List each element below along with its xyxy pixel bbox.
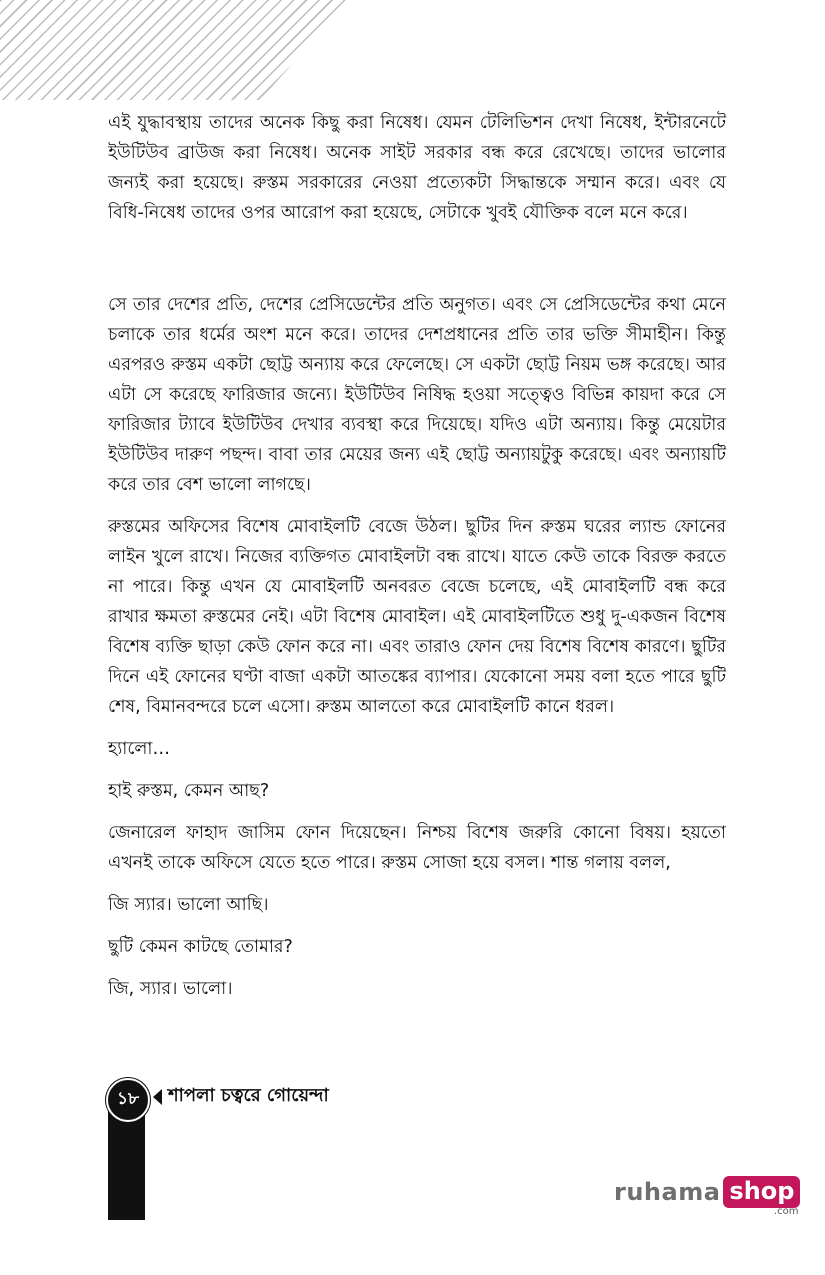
corner-hatch-decoration bbox=[0, 0, 350, 100]
dialogue-greeting: হাই রুস্তম, কেমন আছ? bbox=[108, 781, 270, 801]
paragraph-3: রুস্তমের অফিসের বিশেষ মোবাইলটি বেজে উঠল। ছুটির দিন রুস্তম ঘরের ল্যান্ড ফোনের লাইন খুলে রাখে। নিজের ব্যক্তিগত মোবাইলটা বন্ধ রাখে। যাতে কেউ তাকে বিরক্ত করতে না পারে। কিন্তু এখন যে মোবাইলটি অনবরত বেজে চলেছে, এই মোবাইলটি বন্ধ করে রাখার ক্ষমতা রুস্তমের নেই। এটা বিশেষ মোবাইল। এই মোবাইলটিতে শুধু দু-একজন বিশেষ বিশেষ ব্যক্তি ছাড়া কেউ ফোন করে না। এবং তারাও ফোন দেয় বিশেষ বিশেষ কারণে। ছুটির দিনে এই ফোনের ঘণ্টা বাজা একটা আতঙ্কের ব্যাপার। যেকোনো সময় বলা হতে পারে ছুটি শেষ, বিমানবন্দরে চলে এসো। রুস্তম আলতো করে মোবাইলটি কানে ধরল। bbox=[108, 517, 726, 717]
dialogue-hello: হ্যালো… bbox=[108, 739, 170, 759]
logo-tld: .com bbox=[773, 1206, 799, 1217]
dialogue-reply-1: জি স্যার। ভালো আছি। bbox=[108, 895, 269, 915]
book-title: শাপলা চত্বরে গোয়েন্দা bbox=[168, 1085, 329, 1106]
watermark-logo bbox=[614, 1176, 800, 1217]
logo-shop-badge: shop bbox=[723, 1176, 800, 1208]
paragraph-2: সে তার দেশের প্রতি, দেশের প্রেসিডেন্টের প্রতি অনুগত। এবং সে প্রেসিডেন্টের কথা মেনে চলাকে তার ধর্মের অংশ মনে করে। তাদের দেশপ্রধানের প্রতি তার ভক্তি সীমাহীন। কিন্তু এরপরও রুস্তম একটা ছোট্ট অন্যায় করে ফেলেছে। সে একটা ছোট্ট নিয়ম ভঙ্গ করেছে। আর এটা সে করেছে ফারিজার জন্যে। ইউটিউব নিষিদ্ধ হওয়া সত্ত্বেও বিভিন্ন কায়দা করে সে ফারিজার ট্যাবে ইউটিউব দেখার ব্যবস্থা করে দিয়েছে। যদিও এটা অন্যায়। কিন্তু মেয়েটার ইউটিউব দারুণ পছন্দ। বাবা তার মেয়ের জন্য এই ছোট্ট অন্যায়টুকু করেছে। এবং অন্যায়টি করে তার বেশ ভালো লাগছে। bbox=[108, 295, 726, 495]
dialogue-reply-2: জি, স্যার। ভালো। bbox=[108, 979, 233, 999]
logo-brand: ruhama bbox=[614, 1178, 721, 1206]
left-arrow-icon bbox=[153, 1089, 162, 1105]
page-body bbox=[108, 108, 726, 1016]
paragraph-4: জেনারেল ফাহাদ জাসিম ফোন দিয়েছেন। নিশ্চয় বিশেষ জরুরি কোনো বিষয়। হয়তো এখনই তাকে অফিসে যেতে হতে পারে। রুস্তম সোজা হয়ে বসল। শান্ত গলায় বলল, bbox=[108, 823, 726, 873]
running-footer bbox=[153, 1081, 329, 1112]
dialogue-question: ছুটি কেমন কাটছে তোমার? bbox=[108, 937, 293, 957]
page-number: ১৮ bbox=[106, 1078, 150, 1122]
paragraph-1: এই যুদ্ধাবস্থায় তাদের অনেক কিছু করা নিষেধ। যেমন টেলিভিশন দেখা নিষেধ, ইন্টারনেটে ইউটিউব ব্রাউজ করা নিষেধ। অনেক সাইট সরকার বন্ধ করে রেখেছে। তাদের ভালোর জন্যই করা হয়েছে। রুস্তম সরকারের নেওয়া প্রত্যেকটা সিদ্ধান্তকে সম্মান করে। এবং যে বিধি-নিষেধ তাদের ওপর আরোপ করা হয়েছে, সেটাকে খুবই যৌক্তিক বলে মনে করে। bbox=[108, 113, 726, 223]
